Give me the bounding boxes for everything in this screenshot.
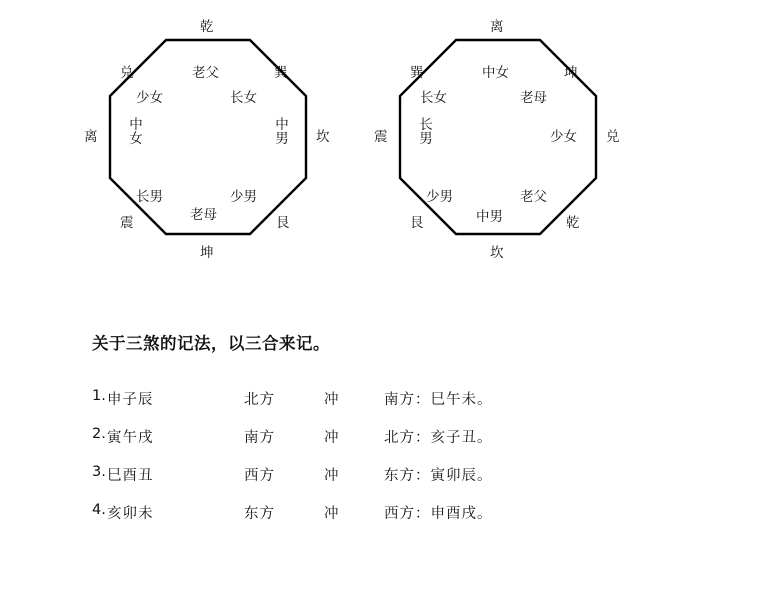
octagon-outline-left [78,18,378,288]
bagua-octagon-right [368,18,668,288]
trigram-label: 离 [84,129,98,145]
rule-index: 3. [92,464,106,480]
rule-trio: 申子辰 [107,392,154,408]
trigram-label: 坤 [564,65,578,81]
rule-trio: 巳酉丑 [107,468,154,484]
relation-label: 老母 [520,90,547,106]
rule-result: 西方：申酉戌。 [384,506,493,522]
rule-index: 4. [92,502,106,518]
relation-label: 长女 [420,90,447,106]
relation-label: 少男 [426,189,453,205]
rule-direction: 南方 [244,430,275,446]
relation-label: 中 男 [275,117,289,148]
rule-direction: 西方 [244,468,275,484]
relation-label: 长 男 [419,117,433,148]
relation-label: 长男 [136,189,163,205]
trigram-label: 兑 [606,129,620,145]
trigram-label: 兑 [120,65,134,81]
relation-label: 少女 [136,90,163,106]
bagua-octagon-left [78,18,378,288]
trigram-label: 坤 [200,245,214,261]
trigram-label: 巽 [410,65,424,81]
trigram-label: 离 [490,19,504,35]
trigram-label: 艮 [410,215,424,231]
relation-label: 中 女 [129,117,143,148]
rules-list [92,388,652,540]
rule-result: 南方：巳午未。 [384,392,493,408]
relation-label: 老父 [520,189,547,205]
relation-label: 老父 [192,65,219,81]
rule-row [92,502,652,540]
rule-direction: 北方 [244,392,275,408]
relation-label: 中女 [482,65,509,81]
rule-result: 北方：亥子丑。 [384,430,493,446]
rule-trio: 亥卯未 [107,506,154,522]
rule-row [92,464,652,502]
relation-label: 少男 [230,189,257,205]
trigram-label: 震 [120,215,134,231]
rule-row [92,426,652,464]
rule-result: 东方：寅卯辰。 [384,468,493,484]
trigram-label: 坎 [490,245,504,261]
rule-verb: 冲 [324,506,339,522]
trigram-label: 艮 [276,215,290,231]
relation-label: 长女 [230,90,257,106]
trigram-label: 震 [374,129,388,145]
rule-index: 2. [92,426,106,442]
relation-label: 老母 [190,207,217,223]
rule-verb: 冲 [324,468,339,484]
trigram-label: 坎 [316,129,330,145]
octagon-outline-right [368,18,668,288]
relation-label: 少女 [550,129,577,145]
rule-index: 1. [92,388,106,404]
rule-trio: 寅午戌 [107,430,154,446]
rule-verb: 冲 [324,392,339,408]
rule-row [92,388,652,426]
trigram-label: 乾 [200,19,214,35]
rule-verb: 冲 [324,430,339,446]
trigram-label: 乾 [566,215,580,231]
section-heading: 关于三煞的记法，以三合来记。 [92,334,330,353]
rule-direction: 东方 [244,506,275,522]
relation-label: 中男 [476,209,503,225]
trigram-label: 巽 [274,65,288,81]
